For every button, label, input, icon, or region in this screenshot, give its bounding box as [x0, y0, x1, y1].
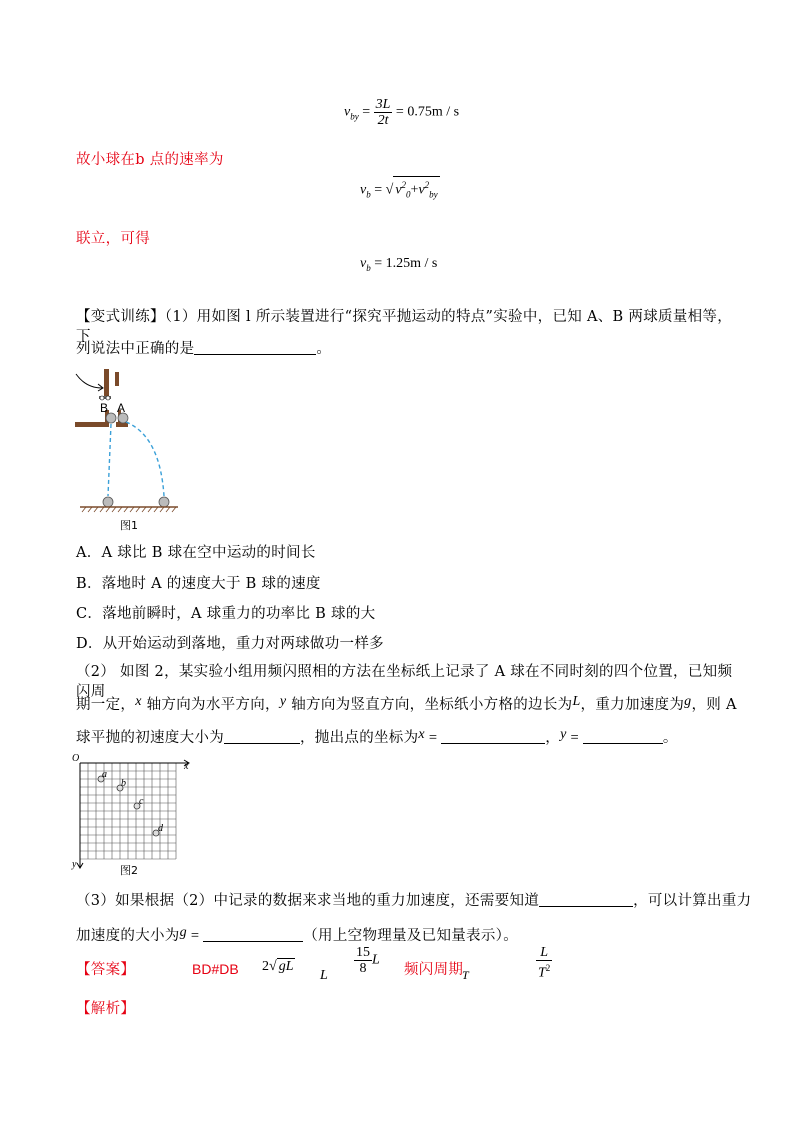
fraction-3l-2t: $\frac{3L}{2t}$	[375, 97, 391, 128]
analysis-label: 【解析】	[76, 1001, 136, 1017]
answer-blank-g	[203, 927, 303, 942]
figure2-origin-label: O	[72, 753, 80, 764]
figure2-y-axis-label: y	[72, 859, 77, 870]
question2-line2: 期一定，x 轴方向为水平方向，y 轴方向为竖直方向，坐标纸小方格的边长为L，重力加速度为g，则 A	[76, 694, 737, 713]
option-d: D．从开始运动到落地，重力对两球做功一样多	[76, 636, 384, 652]
question2-line3: 球平抛的初速度大小为 ，抛出点的坐标为x = ，y = 。	[76, 727, 678, 746]
figure1-diagram	[72, 366, 182, 531]
figure2-point-a-label: a	[102, 769, 107, 780]
equation-vb-sqrt: $v_b$ = √ $v^2_0+v^2_{by}$	[360, 176, 440, 202]
figure2-point-c-label: c	[139, 796, 144, 807]
option-b: B．落地时 A 的速度大于 B 球的速度	[76, 576, 321, 592]
figure1-label-a: A	[117, 401, 126, 415]
answer-v0: 2√ gL	[262, 959, 294, 974]
question3-line2: 加速度的大小为g = （用上空物理量及已知量表示）。	[76, 925, 518, 944]
answer-label: 【答案】	[76, 962, 136, 978]
figure2-x-axis-label: x	[184, 761, 189, 772]
figure2	[72, 755, 196, 877]
figure2-grid	[72, 755, 196, 877]
text-lianli: 联立，可得	[76, 231, 150, 247]
question1-line1: 【变式训练】（1）用如图 l 所示装置进行“探究平抛运动的特点”实验中，已知 A、B 两球质量相等，下	[76, 309, 732, 345]
equation-vb-result: $v_b = 1.25m / s$	[360, 256, 438, 273]
option-a: A．A 球比 B 球在空中运动的时间长	[76, 545, 316, 561]
figure2-point-b-label: b	[121, 778, 126, 789]
answer-known-quantity: 频闪周期	[404, 962, 464, 978]
answer-q1: BD#DB	[192, 961, 239, 977]
answer-blank-v0	[224, 729, 300, 744]
answer-blank-y	[583, 729, 663, 744]
question2-line1: （2） 如图 2，某实验小组用频闪照相的方法在坐标纸上记录了 A 球在不同时刻的四个位置，已知频闪周	[76, 664, 733, 700]
answer-blank-q1	[194, 340, 316, 355]
answer-blank-x	[441, 729, 545, 744]
answer-blank-q3-known	[539, 892, 633, 907]
equation-vby: $v_{by}$ = $\frac{3L}{2t}$ = 0.75m / s	[344, 97, 460, 128]
answer-x: L	[320, 968, 328, 983]
option-c: C．落地前瞬时，A 球重力的功率比 B 球的大	[76, 606, 376, 622]
question3-line1: （3）如果根据（2）中记录的数据来求当地的重力加速度，还需要知道 ，可以计算出重力	[76, 893, 752, 909]
question1-line2: 列说法中正确的是 。	[76, 341, 332, 357]
answer-y: $\frac{15}{8}$ L	[356, 945, 380, 976]
figure1-label-b: B	[100, 401, 109, 415]
figure1-caption: 图1	[120, 519, 138, 532]
figure1	[72, 366, 182, 531]
figure2-point-d-label: d	[158, 823, 163, 834]
answer-known-var: T	[462, 968, 469, 982]
answer-g: $\frac{L}{T^2}$	[538, 945, 551, 981]
figure2-caption: 图2	[120, 864, 138, 877]
sqrt-radicand: $v^2_0+v^2_{by}$	[393, 176, 439, 202]
text-rate-at-b: 故小球在b 点的速率为	[76, 152, 224, 168]
